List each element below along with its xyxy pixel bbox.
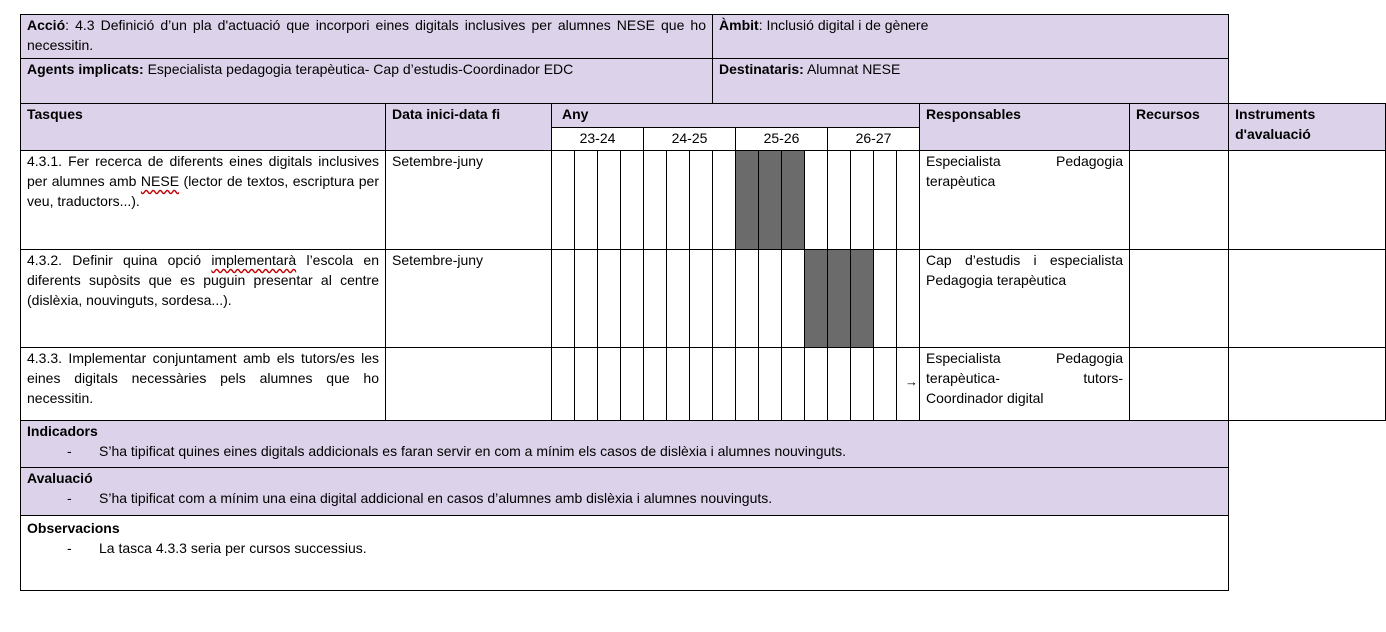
week-cell xyxy=(828,348,851,421)
week-cell xyxy=(897,348,920,421)
task-recursos xyxy=(1130,348,1229,421)
destinataris-label: Destinataris: xyxy=(719,61,804,77)
week-cell xyxy=(667,250,690,348)
week-cell xyxy=(621,348,644,421)
destinataris-text: Alumnat NESE xyxy=(803,61,901,77)
indicadors-text: S’ha tipificat quines eines digitals addicionals es faran servir en com a mínim els casos de dislèxia i alumnes nouvinguts. xyxy=(99,443,847,459)
task-instruments xyxy=(1229,151,1386,250)
week-cell xyxy=(598,348,621,421)
week-cell xyxy=(828,151,851,250)
ambit-cell xyxy=(713,15,1229,59)
week-cell xyxy=(552,250,575,348)
week-cell xyxy=(851,348,874,421)
col-instruments: Instruments d'avaluació xyxy=(1229,104,1386,151)
col-any: Any xyxy=(552,104,920,128)
task-recursos xyxy=(1130,151,1229,250)
action-plan-table xyxy=(20,14,1386,591)
week-cell xyxy=(598,250,621,348)
week-cell xyxy=(575,250,598,348)
task-row xyxy=(21,348,1386,421)
year-label: 25-26 xyxy=(736,128,828,151)
col-data: Data inici-data fi xyxy=(386,104,552,151)
col-tasques: Tasques xyxy=(21,104,386,151)
col-recursos: Recursos xyxy=(1130,104,1229,151)
week-cell xyxy=(575,348,598,421)
arrow-right-icon: → xyxy=(905,374,919,389)
year-label: 23-24 xyxy=(552,128,644,151)
observacions-text: La tasca 4.3.3 seria per cursos successius. xyxy=(99,540,367,556)
week-cell xyxy=(897,250,920,348)
week-cell xyxy=(874,348,897,421)
week-cell xyxy=(667,151,690,250)
ambit-text: : Inclusió digital i de gènere xyxy=(758,17,929,33)
task-instruments xyxy=(1229,250,1386,348)
week-cell xyxy=(782,348,805,421)
week-cell xyxy=(805,348,828,421)
week-cell xyxy=(713,348,736,421)
week-cell xyxy=(851,250,874,348)
week-cell xyxy=(644,151,667,250)
dash: - xyxy=(67,540,72,556)
week-cell xyxy=(713,250,736,348)
avaluacio-row xyxy=(21,468,1386,516)
week-cell xyxy=(759,348,782,421)
task-description: 4.3.1. Fer recerca de diferents eines digitals inclusives per alumnes amb NESE (lector de textos, escriptura per veu, traductors...). xyxy=(21,151,386,250)
week-cell xyxy=(736,348,759,421)
destinataris-cell xyxy=(713,59,1229,104)
week-cell xyxy=(736,151,759,250)
week-cell xyxy=(644,250,667,348)
accio-cell xyxy=(21,15,713,59)
dash: - xyxy=(67,490,72,506)
indicadors-item xyxy=(27,441,1222,461)
task-description: 4.3.2. Definir quina opció implementarà l’escola en diferents supòsits que es puguin presentar al centre (dislèxia, nouvinguts, sordesa...). xyxy=(21,250,386,348)
avaluacio-title: Avaluació xyxy=(27,470,93,486)
week-cell xyxy=(667,348,690,421)
week-cell xyxy=(621,250,644,348)
header-row-agents xyxy=(21,59,1386,104)
week-cell xyxy=(874,151,897,250)
agents-label: Agents implicats: xyxy=(27,61,144,77)
week-cell xyxy=(690,151,713,250)
year-label: 26-27 xyxy=(828,128,920,151)
task-dates: Setembre-juny xyxy=(386,250,552,348)
week-cell xyxy=(782,151,805,250)
week-cell xyxy=(690,250,713,348)
accio-label: Acció xyxy=(27,17,66,33)
column-header-row xyxy=(21,104,1386,128)
agents-text: Especialista pedagogia terapèutica- Cap d’estudis-Coordinador EDC xyxy=(143,61,574,77)
ambit-label: Àmbit xyxy=(719,17,759,33)
task-dates: Setembre-juny xyxy=(386,151,552,250)
week-cell xyxy=(851,151,874,250)
task-recursos xyxy=(1130,250,1229,348)
week-cell xyxy=(621,151,644,250)
indicadors-cell xyxy=(21,421,1229,468)
week-cell xyxy=(690,348,713,421)
avaluacio-item xyxy=(27,488,1222,508)
observacions-row xyxy=(21,516,1386,591)
week-cell xyxy=(782,250,805,348)
avaluacio-text: S’ha tipificat com a mínim una eina digital addicional en casos d’alumnes amb dislèxia i alumnes nouvinguts. xyxy=(99,490,773,506)
week-cell xyxy=(575,151,598,250)
indicadors-row xyxy=(21,421,1386,468)
week-cell xyxy=(713,151,736,250)
year-label: 24-25 xyxy=(644,128,736,151)
header-row-accio xyxy=(21,15,1386,59)
task-description: 4.3.3. Implementar conjuntament amb els tutors/es les eines digitals necessàries pels alumnes que ho necessitin. xyxy=(21,348,386,421)
col-responsables: Responsables xyxy=(920,104,1130,151)
task-dates xyxy=(386,348,552,421)
task-row xyxy=(21,250,1386,348)
agents-cell xyxy=(21,59,713,104)
week-cell xyxy=(805,250,828,348)
week-cell xyxy=(644,348,667,421)
avaluacio-cell xyxy=(21,468,1229,516)
week-cell xyxy=(805,151,828,250)
task-responsables: Especialista Pedagogia terapèutica xyxy=(920,151,1130,250)
accio-text: : 4.3 Definició d’un pla d'actuació que incorpori eines digitals inclusives per alumnes NESE que ho necessitin. xyxy=(27,17,707,53)
dash: - xyxy=(67,443,72,459)
observacions-item xyxy=(27,538,1222,558)
observacions-cell xyxy=(21,516,1229,591)
week-cell xyxy=(759,250,782,348)
week-cell xyxy=(552,151,575,250)
task-responsables: Cap d’estudis i especialista Pedagogia terapèutica xyxy=(920,250,1130,348)
task-row xyxy=(21,151,1386,250)
week-cell xyxy=(828,250,851,348)
week-cell xyxy=(736,250,759,348)
week-cell xyxy=(759,151,782,250)
task-responsables: Especialista Pedagogia terapèutica- tutors- Coordinador digital xyxy=(920,348,1130,421)
week-cell xyxy=(897,151,920,250)
observacions-title: Observacions xyxy=(27,520,120,536)
week-cell xyxy=(552,348,575,421)
week-cell xyxy=(598,151,621,250)
indicadors-title: Indicadors xyxy=(27,423,98,439)
task-instruments xyxy=(1229,348,1386,421)
week-cell xyxy=(874,250,897,348)
